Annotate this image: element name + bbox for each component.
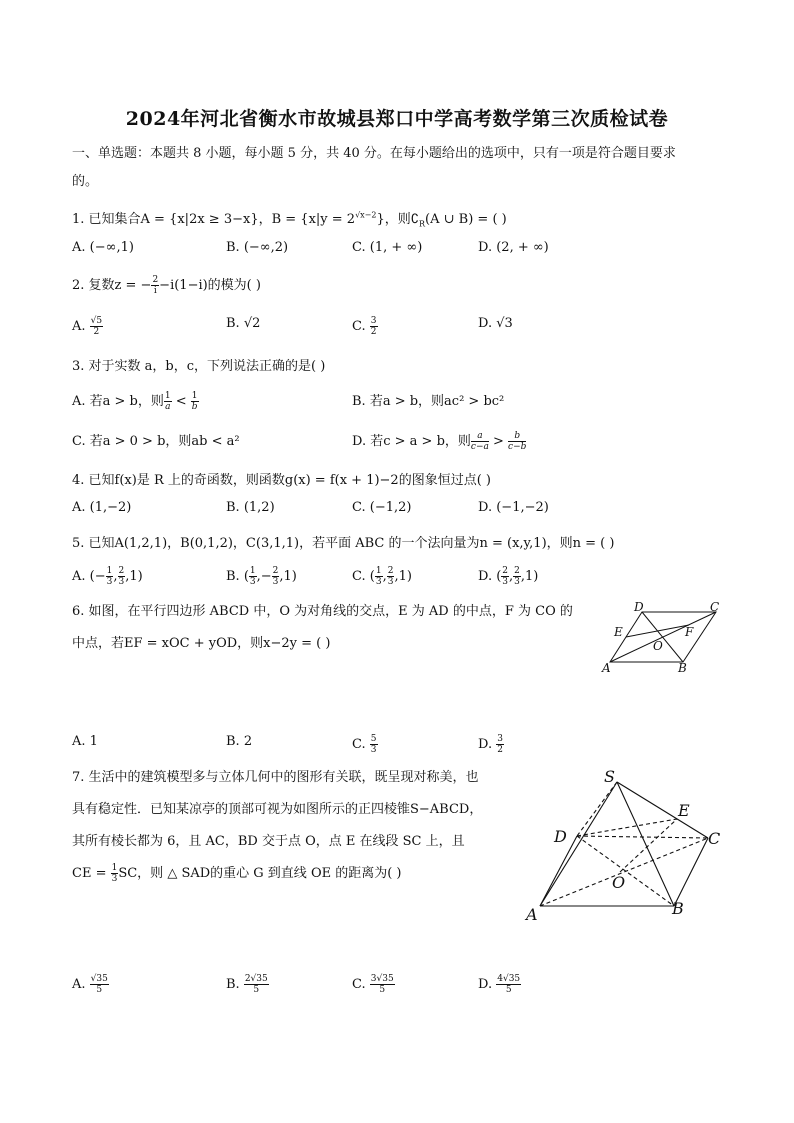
q6-option-d[interactable]: D. $\frac{3}{2}$ — [478, 734, 503, 755]
section-line-1: 一、单选题：本题共 8 小题，每小题 5 分，共 40 分。在每小题给出的选项中，只有一项是符合题目要求 — [72, 146, 676, 161]
page-title: 2024年河北省衡水市故城县郑口中学高考数学第三次质检试卷 — [125, 108, 669, 130]
q2-text-b: −i(1−i)的模为( ) — [159, 278, 261, 293]
q3-option-b[interactable]: B. 若a > b，则ac² > bc² — [352, 394, 505, 409]
q4-option-c[interactable]: C. (−1,2) — [352, 500, 412, 515]
q7-option-a[interactable]: A. $\frac{√35}{5}$ — [72, 974, 108, 995]
question-4: 4. 已知f(x)是 R 上的奇函数，则函数g(x) = f(x + 1)−2的图象恒过点( ) — [72, 473, 491, 488]
q7-option-c[interactable]: C. $\frac{3√35}{5}$ — [352, 974, 394, 995]
fig6-label-b: B — [678, 661, 687, 675]
q6-line-1: 6. 如图，在平行四边形 ABCD 中，O 为对角线的交点，E 为 AD 的中点，F 为 CO 的 — [72, 604, 573, 619]
fig6-label-e: E — [614, 625, 623, 639]
q2-text-a: 2. 复数z = − — [72, 278, 152, 293]
question-1 — [72, 208, 507, 229]
section-header — [72, 140, 722, 196]
q6-line-2: 中点，若EF = xOC + yOD，则x−2y = ( ) — [72, 636, 331, 651]
q7-options — [72, 974, 722, 996]
q5-option-d[interactable]: D. ( $\frac{2}{3}$ , $\frac{2}{3}$ ,1) — [478, 566, 539, 587]
fig7-label-c: C — [708, 829, 721, 848]
q1-subscript: R — [419, 219, 426, 229]
fig7-label-e: E — [678, 801, 690, 820]
q7-line-1: 7. 生活中的建筑模型多与立体几何中的图形有关联，既呈现对称美，也 — [72, 770, 479, 785]
q6-option-b[interactable]: B. 2 — [226, 734, 253, 749]
q6-option-a[interactable]: A. 1 — [72, 734, 98, 749]
q2-fraction: $\frac{2}{i}$ — [152, 275, 159, 296]
q7-option-d[interactable]: D. $\frac{4√35}{5}$ — [478, 974, 521, 995]
q1-options — [72, 240, 722, 262]
q4-option-a[interactable]: A. (1,−2) — [72, 500, 132, 515]
fig7-label-o: O — [612, 873, 626, 892]
q5-option-b[interactable]: B. ( $\frac{1}{3}$ ,− $\frac{2}{3}$ ,1) — [226, 566, 297, 587]
q1-text-a: 1. 已知集合A = {x|2x ≥ 3−x}，B = {x|y = 2 — [72, 212, 356, 227]
q4-options — [72, 500, 722, 522]
question-2 — [72, 274, 261, 296]
fig7-label-s: S — [604, 767, 615, 786]
q1-option-d[interactable]: D. (2, + ∞) — [478, 240, 549, 255]
q2-option-c[interactable]: C. $\frac{3}{2}$ — [352, 316, 377, 337]
q7-line-4: CE = $\frac{1}{3}$ SC，则 △ SAD的重心 G 到直线 OE 的距离为( ) — [72, 863, 402, 884]
q4-option-d[interactable]: D. (−1,−2) — [478, 500, 549, 515]
q2-option-a[interactable]: A. $\frac{√5}{2}$ — [72, 316, 103, 337]
question-3: 3. 对于实数 a，b，c，下列说法正确的是( ) — [72, 359, 326, 374]
fig6-label-d: D — [634, 600, 644, 614]
q1-text-c: (A ∪ B) = ( ) — [425, 212, 507, 227]
q3-options-row2 — [72, 430, 722, 452]
fig7-label-d: D — [554, 827, 567, 846]
q1-option-a[interactable]: A. (−∞,1) — [72, 240, 134, 255]
q6-option-c[interactable]: C. $\frac{5}{3}$ — [352, 734, 377, 755]
q2-option-d[interactable]: D. √3 — [478, 316, 513, 331]
q7-line-3: 其所有棱长都为 6，且 AC，BD 交于点 O，点 E 在线段 SC 上，且 — [72, 834, 465, 849]
q5-option-c[interactable]: C. ( $\frac{1}{3}$ , $\frac{2}{3}$ ,1) — [352, 566, 412, 587]
question-5: 5. 已知A(1,2,1)，B(0,1,2)，C(3,1,1)，若平面 ABC 的一个法向量为n = (x,y,1)，则n = ( ) — [72, 536, 615, 551]
q3-options-row1 — [72, 390, 722, 412]
fig7-label-b: B — [672, 899, 684, 918]
parallelogram-figure — [598, 600, 728, 676]
q3-option-d[interactable]: D. 若c > a > b，则 $\frac{a}{c-a}$ > $\frac{b}{c-b}$ — [352, 431, 527, 452]
q7-line-2: 具有稳定性．已知某凉亭的顶部可视为如图所示的正四棱锥S−ABCD， — [72, 802, 483, 817]
q4-option-b[interactable]: B. (1,2) — [226, 500, 275, 515]
fig6-label-o: O — [653, 639, 663, 653]
q6-options — [72, 734, 722, 756]
fig7-label-a: A — [526, 905, 538, 924]
pyramid-figure — [522, 766, 726, 926]
q2-option-b[interactable]: B. √2 — [226, 316, 261, 331]
fig6-label-a: A — [602, 661, 611, 675]
q3-option-c[interactable]: C. 若a > 0 > b，则ab < a² — [72, 434, 240, 449]
fig6-label-f: F — [685, 625, 694, 639]
q1-exponent: √x−2 — [355, 210, 377, 220]
q1-text-b: }，则∁ — [376, 212, 420, 227]
section-line-2: 的。 — [72, 174, 99, 189]
q3-option-a[interactable]: A. 若a > b，则 $\frac{1}{a}$ < $\frac{1}{b}$ — [72, 391, 198, 412]
question-7 — [72, 762, 482, 890]
question-6 — [72, 596, 573, 660]
q5-options — [72, 566, 722, 588]
q1-option-b[interactable]: B. (−∞,2) — [226, 240, 289, 255]
q7-option-b[interactable]: B. $\frac{2√35}{5}$ — [226, 974, 268, 995]
q2-options — [72, 316, 722, 338]
q5-option-a[interactable]: A. (− $\frac{1}{3}$ , $\frac{2}{3}$ ,1) — [72, 566, 143, 587]
q1-option-c[interactable]: C. (1, + ∞) — [352, 240, 423, 255]
fig6-label-c: C — [710, 600, 720, 614]
